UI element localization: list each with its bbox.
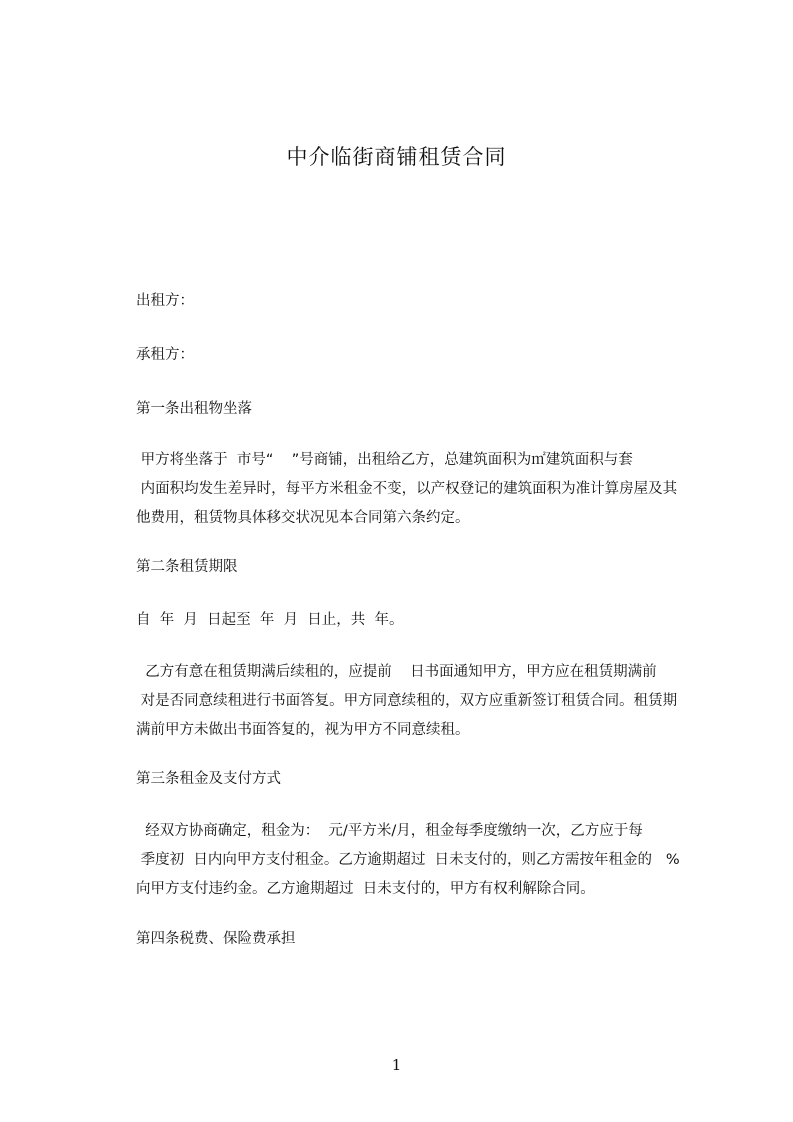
article3-line-3: 向甲方支付违约金。乙方逾期超过 日未支付的，甲方有权利解除合同。 xyxy=(136,881,595,897)
article2-body xyxy=(136,658,704,745)
article2-line-1: 乙方有意在租赁期满后续租的，应提前 日书面通知甲方，甲方应在租赁期满前 xyxy=(136,664,657,680)
article1-line-3: 他费用，租赁物具体移交状况见本合同第六条约定。 xyxy=(136,510,470,526)
article1-heading: 第一条出租物坐落 xyxy=(136,401,252,417)
lessor-label: 出租方： xyxy=(136,293,194,309)
page-number: 1 xyxy=(391,1056,402,1074)
article2-line-2: 对是否同意续租进行书面答复。甲方同意续租的，双方应重新签订租赁合同。租赁期 xyxy=(136,693,678,709)
article3-body xyxy=(136,817,704,904)
article2-term-line: 自 年 月 日起至 年 月 日止，共 年。 xyxy=(136,612,404,628)
article1-line-1: 甲方将坐落于 市号“ ”号商铺，出租给乙方，总建筑面积为㎡建筑面积与套 xyxy=(136,452,633,468)
article3-heading: 第三条租金及支付方式 xyxy=(136,771,281,787)
article1-line-2: 内面积均发生差异时，每平方米租金不变，以产权登记的建筑面积为准计算房屋及其 xyxy=(136,481,678,497)
article3-line-2: 季度初 日内向甲方支付租金。乙方逾期超过 日未支付的，则乙方需按年租金的 % xyxy=(136,852,680,868)
lessee-label: 承租方： xyxy=(136,347,194,363)
article3-line-1: 经双方协商确定，租金为： 元/平方米/月，租金每季度缴纳一次，乙方应于每 xyxy=(136,823,643,839)
document-title: 中介临街商铺租赁合同 xyxy=(286,145,507,169)
article2-line-3: 满前甲方未做出书面答复的，视为甲方不同意续租。 xyxy=(136,722,470,738)
article4-heading: 第四条税费、保险费承担 xyxy=(136,931,296,947)
article2-heading: 第二条租赁期限 xyxy=(136,559,238,575)
article1-body xyxy=(136,446,704,533)
